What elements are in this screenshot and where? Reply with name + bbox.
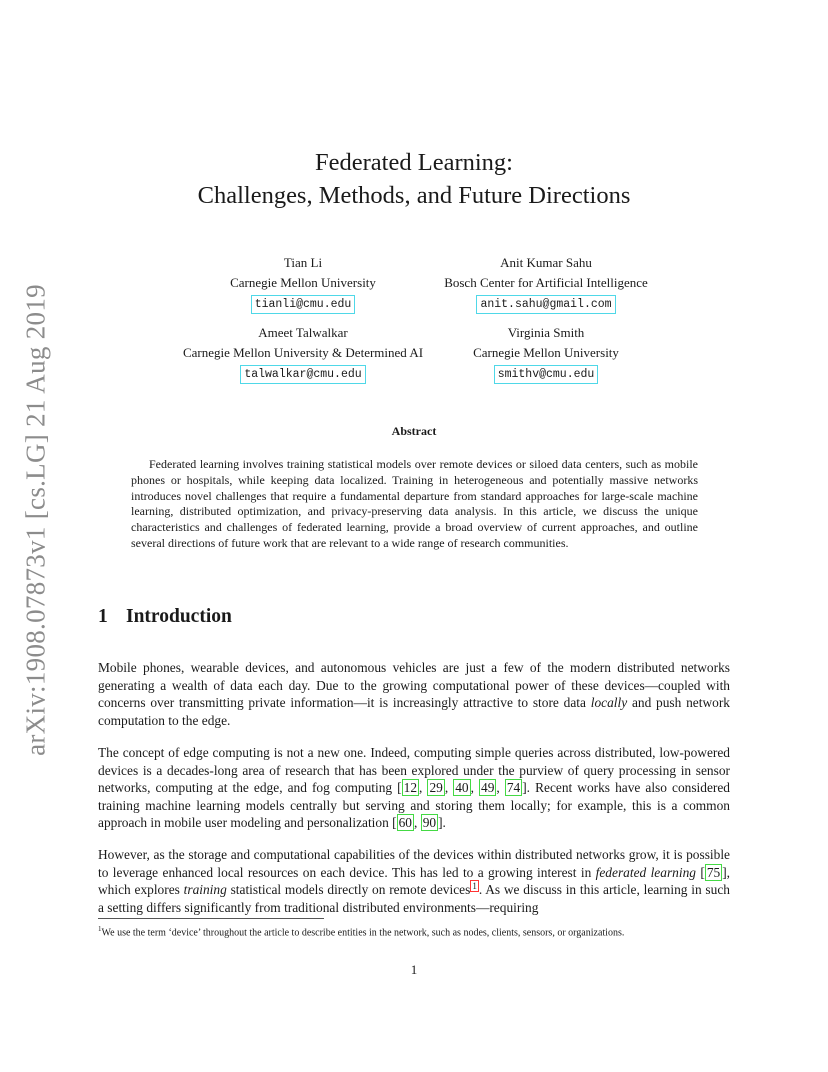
body-paragraph: The concept of edge computing is not a new one. Indeed, computing simple queries across distributed, low-powered devices is a decades-long area of research that has been explored under the purview of query processing in sensor networks, computing at the edge, and fog computing [ 12 , 29 , 40 , 49 , 74 ]. Recent works have also considered training machine learning models centrally but serving and storing them locally; for example, this is a common approach in mobile user modeling and personalization [ 60 , 90 ]. xyxy=(98,745,731,831)
author-affiliation: Carnegie Mellon University xyxy=(230,275,376,290)
citation-link[interactable]: 75 xyxy=(706,864,721,880)
author-affiliation: Carnegie Mellon University xyxy=(473,345,619,360)
footnote xyxy=(98,923,738,939)
author-affiliation: Carnegie Mellon University & Determined AI xyxy=(182,345,424,360)
paragraph-text: ]. Recent works have also considered training machine learning models centrally but serving and storing them locally; for example, this is a common approach in mobile user modeling and personalization [ xyxy=(98,780,731,831)
paragraph-text: ]. xyxy=(438,815,446,831)
author-email-link[interactable]: talwalkar@cmu.edu xyxy=(240,365,365,384)
citation-link[interactable]: 29 xyxy=(429,780,443,796)
section-number: 1 xyxy=(98,606,108,627)
author-name: Tian Li xyxy=(283,255,323,270)
citation-link[interactable]: 60 xyxy=(398,815,412,831)
section-heading xyxy=(98,606,232,628)
paragraph-text: [ xyxy=(695,864,705,880)
author-name: Ameet Talwalkar xyxy=(258,325,348,340)
citation-link[interactable]: 74 xyxy=(506,780,521,796)
title-line-1: Federated Learning: xyxy=(315,149,513,176)
author-block xyxy=(400,323,692,384)
footnote-mark: 1 xyxy=(98,925,102,933)
author-email-link[interactable]: tianli@cmu.edu xyxy=(251,295,356,314)
author-affiliation: Bosch Center for Artificial Intelligence xyxy=(444,275,648,290)
paragraph-text: and push network computation to the edge. xyxy=(98,695,730,728)
citation-link[interactable]: 12 xyxy=(403,780,418,796)
footnote-ref-link[interactable]: 1 xyxy=(472,880,477,891)
paragraph-text: Mobile phones, wearable devices, and autonomous vehicles are just a few of the modern distributed networks generating a wealth of data each day. Due to the growing computational power of these devices—coupled with concerns over transmitting private information—it is increasingly attractive to store data xyxy=(98,660,730,711)
emphasis-text: training xyxy=(183,882,227,898)
citation-link[interactable]: 49 xyxy=(481,780,495,796)
emphasis-text: federated learning xyxy=(595,864,696,880)
paper-title xyxy=(0,146,828,212)
section-title: Introduction xyxy=(126,606,232,627)
title-line-2: Challenges, Methods, and Future Directions xyxy=(197,182,631,209)
page-number: 1 xyxy=(410,962,418,977)
paragraph-text: ], which explores xyxy=(98,864,731,898)
citation-link[interactable]: 40 xyxy=(455,780,469,796)
footnote-divider xyxy=(98,918,324,919)
citation-link[interactable]: 90 xyxy=(422,815,437,831)
body-paragraph xyxy=(98,659,730,729)
paragraph-text: The concept of edge computing is not a new one. Indeed, computing simple queries across distributed, low-powered devices is a decades-long area of research that has been explored under the purview of query processing in sensor networks, computing at the edge, and fog computing [ xyxy=(98,745,730,796)
arxiv-stamp: arXiv:1908.07873v1 [cs.LG] 21 Aug 2019 xyxy=(20,284,51,756)
author-block xyxy=(400,253,692,314)
author-name: Virginia Smith xyxy=(507,325,585,340)
footnote-text: We use the term ‘device’ throughout the article to describe entities in the network, such as nodes, clients, sensors, or organizations. xyxy=(101,927,625,939)
paragraph-text: . As we discuss in this article, learning in such a setting differs significantly from traditional distributed environments—requiring xyxy=(98,882,730,915)
paragraph-text: However, as the storage and computational capabilities of the devices within distributed networks grow, it is possible to leverage enhanced local resources on each device. This has led to a growing interest in xyxy=(98,847,730,880)
emphasis-text: locally xyxy=(590,695,628,711)
author-name: Anit Kumar Sahu xyxy=(500,255,592,270)
body-paragraph xyxy=(98,846,730,916)
paragraph-text: statistical models directly on remote devices xyxy=(226,882,471,898)
author-email-link[interactable]: anit.sahu@gmail.com xyxy=(476,295,615,314)
abstract-text: Federated learning involves training statistical models over remote devices or siloed data centers, such as mobile phones or hospitals, while keeping data localized. Training in heterogeneous and potentially massive networks introduces novel challenges that require a fundamental departure from standard approaches for large-scale machine learning, distributed optimization, and privacy-preserving data analysis. In this article, we discuss the unique characteristics and challenges of federated learning, provide a broad overview of current approaches, and outline several directions of future work that are relevant to a wide range of research communities. xyxy=(131,457,698,550)
abstract-heading: Abstract xyxy=(391,424,437,438)
author-email-link[interactable]: smithv@cmu.edu xyxy=(494,365,599,384)
